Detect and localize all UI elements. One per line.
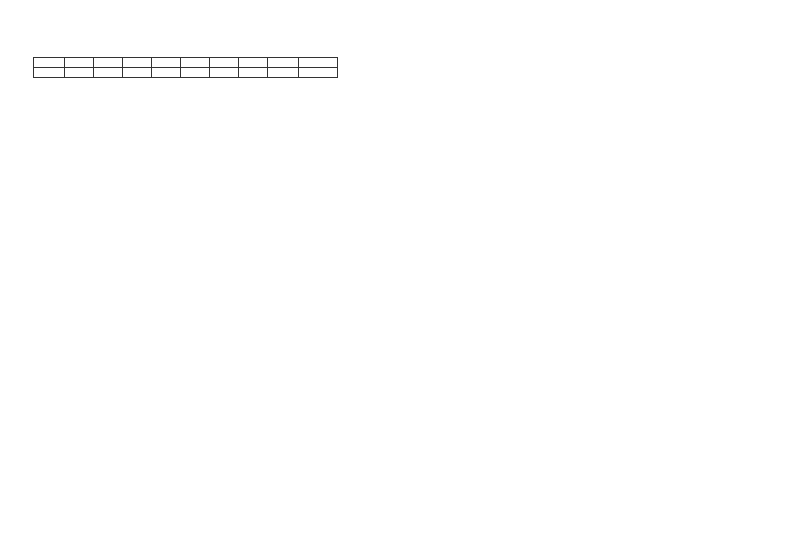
table-cell: [34, 68, 65, 78]
score-cell[interactable]: [65, 68, 94, 78]
table-cell: [210, 58, 239, 68]
score-cell[interactable]: [94, 68, 123, 78]
score-cell[interactable]: [123, 68, 152, 78]
score-cell[interactable]: [268, 68, 299, 78]
table-cell: [94, 58, 123, 68]
table-cell: [152, 58, 181, 68]
table-cell: [299, 58, 338, 68]
cube-figure: [477, 86, 549, 162]
table-cell: [65, 58, 94, 68]
table-cell: [268, 58, 299, 68]
grid-figure: [636, 100, 676, 154]
table-cell: [239, 58, 268, 68]
score-cell[interactable]: [181, 68, 210, 78]
score-cell[interactable]: [210, 68, 239, 78]
score-cell[interactable]: [152, 68, 181, 78]
table-cell: [34, 58, 65, 68]
score-table-header-row: [34, 58, 338, 68]
table-cell: [181, 58, 210, 68]
score-table: [33, 57, 338, 78]
table-cell: [123, 58, 152, 68]
score-table-score-row: [34, 68, 338, 78]
score-cell[interactable]: [239, 68, 268, 78]
score-cell[interactable]: [299, 68, 338, 78]
